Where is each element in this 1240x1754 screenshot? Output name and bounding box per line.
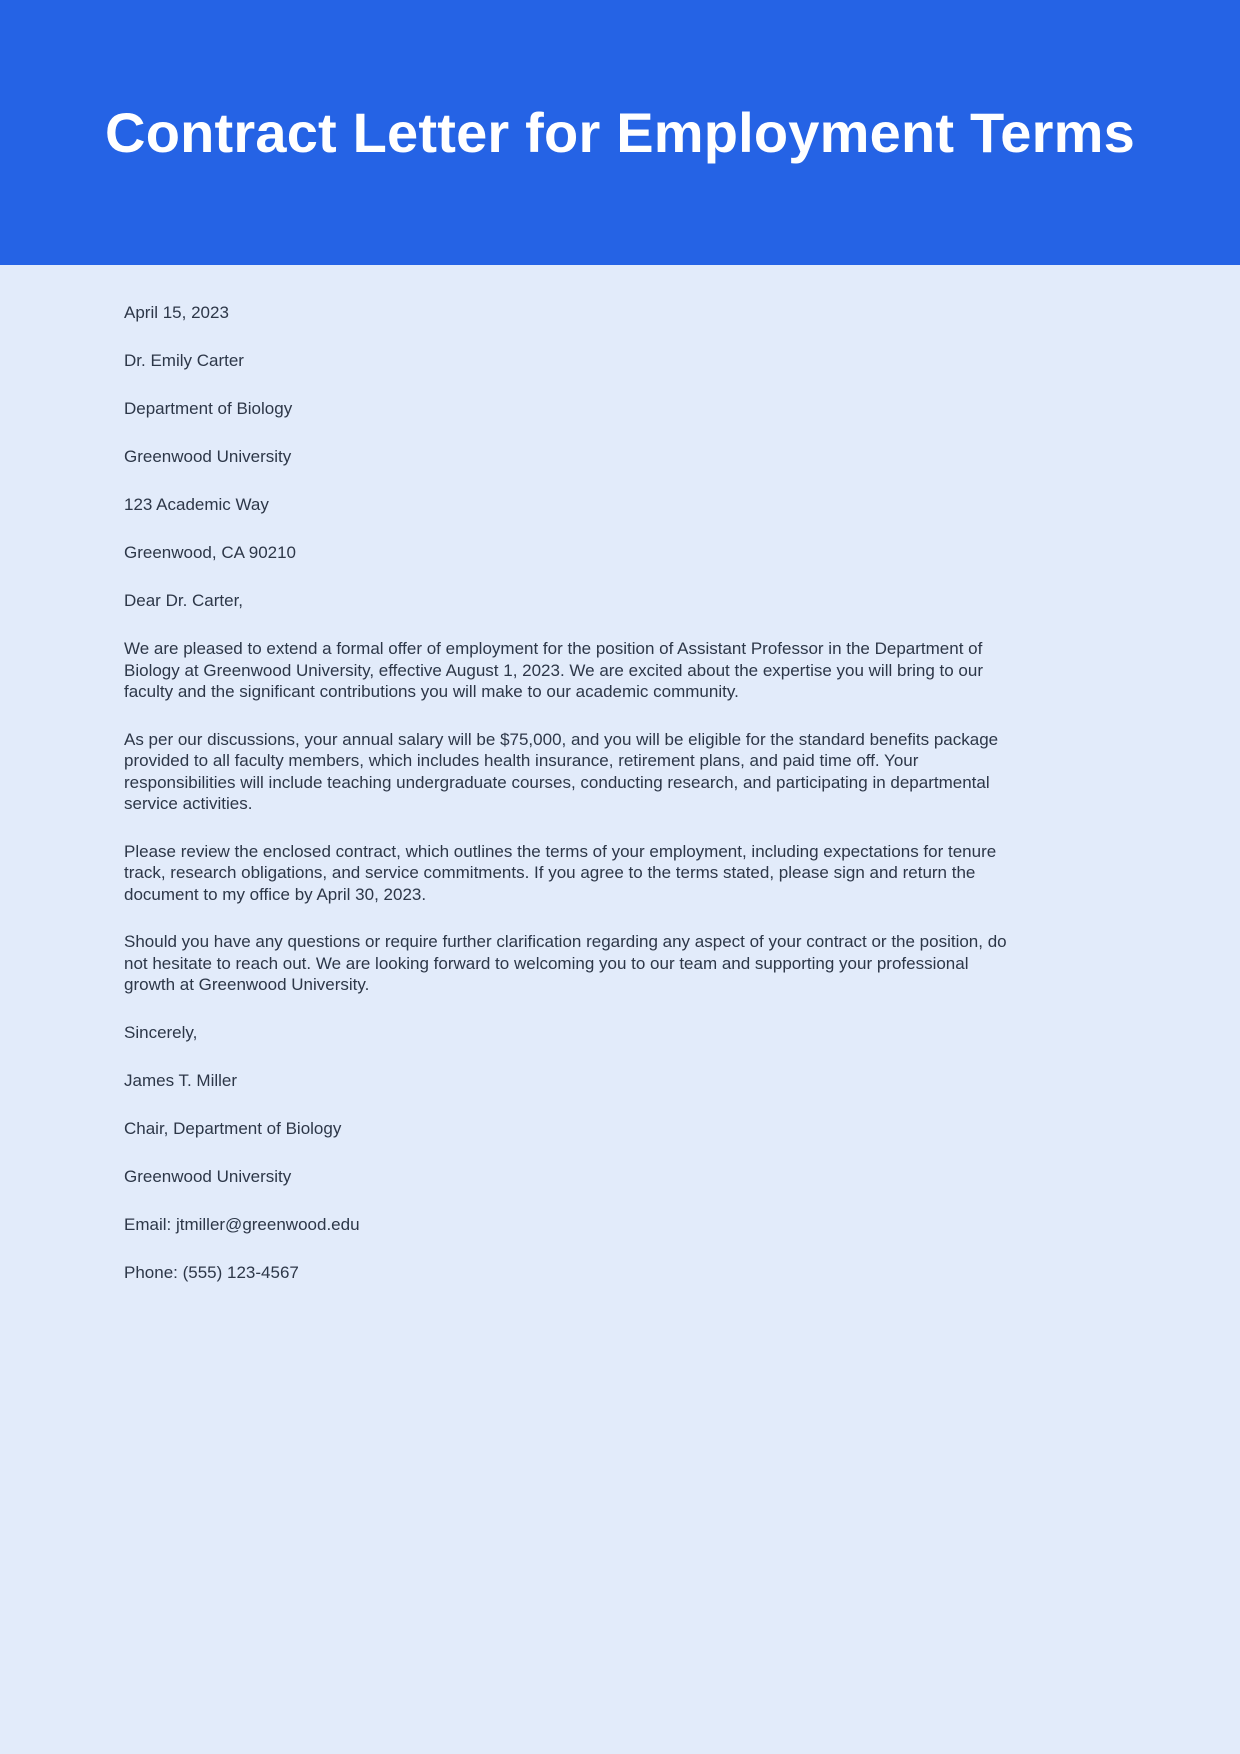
recipient-department: Department of Biology: [124, 399, 293, 418]
sender-email: Email: jtmiller@greenwood.edu: [124, 1214, 360, 1234]
paragraph-questions: Should you have any questions or require further clarification regarding any aspect of your contract or the position, do not hesitate to reach out. We are looking forward to welcoming you to our team and supporting your professional growth at Greenwood University.: [124, 932, 1007, 994]
sender-name: James T. Miller: [124, 1070, 238, 1090]
salutation: Dear Dr. Carter,: [124, 591, 244, 610]
closing-valediction: Sincerely,: [124, 1022, 198, 1042]
recipient-street-address: 123 Academic Way: [124, 495, 269, 514]
sender-title: Chair, Department of Biology: [124, 1118, 342, 1138]
sender-phone: Phone: (555) 123-4567: [124, 1262, 299, 1282]
letter-date: April 15, 2023: [124, 303, 229, 322]
paragraph-contract-review: Please review the enclosed contract, which outlines the terms of your employment, including expectations for tenure track, research obligations, and service commitments. If you agree to the terms stated, please sign and return the document to my office by April 30, 2023.: [124, 841, 997, 904]
paragraph-compensation: As per our discussions, your annual salary will be $75,000, and you will be eligible for the standard benefits package provided to all faculty members, which includes health insurance, retirement plans, and paid time off. Your responsibilities will include teaching undergraduate courses, conducting research, and participating in departmental service activities.: [124, 729, 999, 813]
document-title: Contract Letter for Employment Terms: [105, 100, 1135, 164]
letter-body: [0, 265, 1240, 1297]
recipient-city-state-zip: Greenwood, CA 90210: [124, 543, 297, 562]
sender-institution: Greenwood University: [124, 1166, 292, 1186]
recipient-institution: Greenwood University: [124, 447, 292, 466]
document-header-banner: [0, 0, 1240, 265]
recipient-name: Dr. Emily Carter: [124, 351, 244, 370]
paragraph-offer: We are pleased to extend a formal offer of employment for the position of Assistant Professor in the Department of Biology at Greenwood University, effective August 1, 2023. We are excited about the expertise you will bring to our faculty and the significant contributions you will make to our academic community.: [124, 639, 983, 701]
body-top-spacer: [124, 265, 1116, 289]
